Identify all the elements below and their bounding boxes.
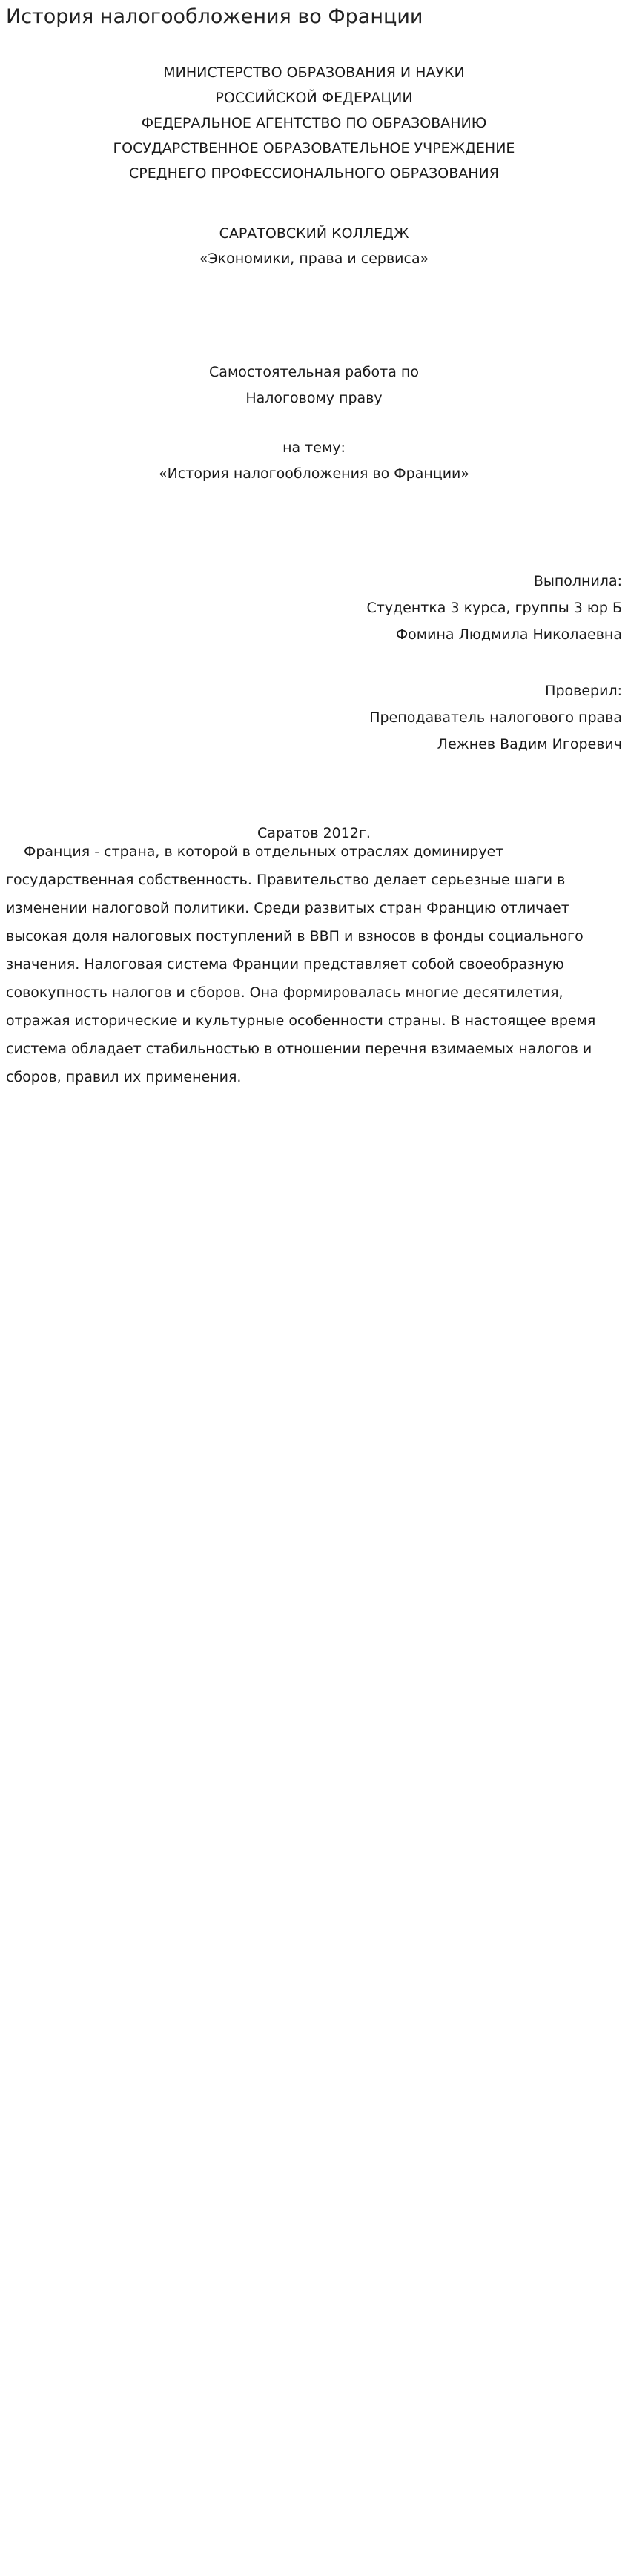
author-name: Фомина Людмила Николаевна [395, 626, 622, 643]
work-type: Самостоятельная работа по [209, 364, 419, 380]
city-year: Саратов 2012г. [257, 825, 371, 841]
topic-label: на тему: [282, 440, 346, 456]
page-title: История налогообложения во Франции [6, 5, 423, 28]
ministry-line: СРЕДНЕГО ПРОФЕССИОНАЛЬНОГО ОБРАЗОВАНИЯ [129, 165, 499, 182]
work-subject: Налоговому праву [245, 390, 383, 406]
college-name: САРАТОВСКИЙ КОЛЛЕДЖ [219, 225, 409, 242]
topic-title: «История налогообложения во Франции» [158, 466, 470, 482]
ministry-line: ГОСУДАРСТВЕННОЕ ОБРАЗОВАТЕЛЬНОЕ УЧРЕЖДЕНИЕ [113, 140, 515, 156]
ministry-line: РОССИЙСКОЙ ФЕДЕРАЦИИ [215, 90, 413, 106]
reviewer-label: Проверил: [545, 683, 622, 699]
body-paragraph-1: Франция - страна, в которой в отдельных отраслях доминирует государственная собственность. Правительство делает серьезные шаги в изменении налоговой политики. Среди развитых стран Францию отличает высокая доля налоговых поступлений в ВВП и взносов в фонды социального значения. Налоговая система Франции представляет собой своеобразную совокупность налогов и сборов. Она формировалась многие десятилетия, отражая исторические и культурные особенности страны. В настоящее время система обладает стабильностью в отношении перечня взимаемых налогов и сборов, правил их применения. [6, 844, 596, 1085]
reviewer-name: Лежнев Вадим Игоревич [437, 736, 622, 752]
reviewer-position: Преподаватель налогового права [369, 709, 622, 726]
author-group: Студентка 3 курса, группы 3 юр Б [366, 600, 622, 616]
ministry-line: МИНИСТЕРСТВО ОБРАЗОВАНИЯ И НАУКИ [163, 64, 465, 81]
author-label: Выполнила: [533, 573, 622, 589]
ministry-line: ФЕДЕРАЛЬНОЕ АГЕНТСТВО ПО ОБРАЗОВАНИЮ [141, 115, 487, 131]
college-subtitle: «Экономики, права и сервиса» [199, 251, 429, 267]
